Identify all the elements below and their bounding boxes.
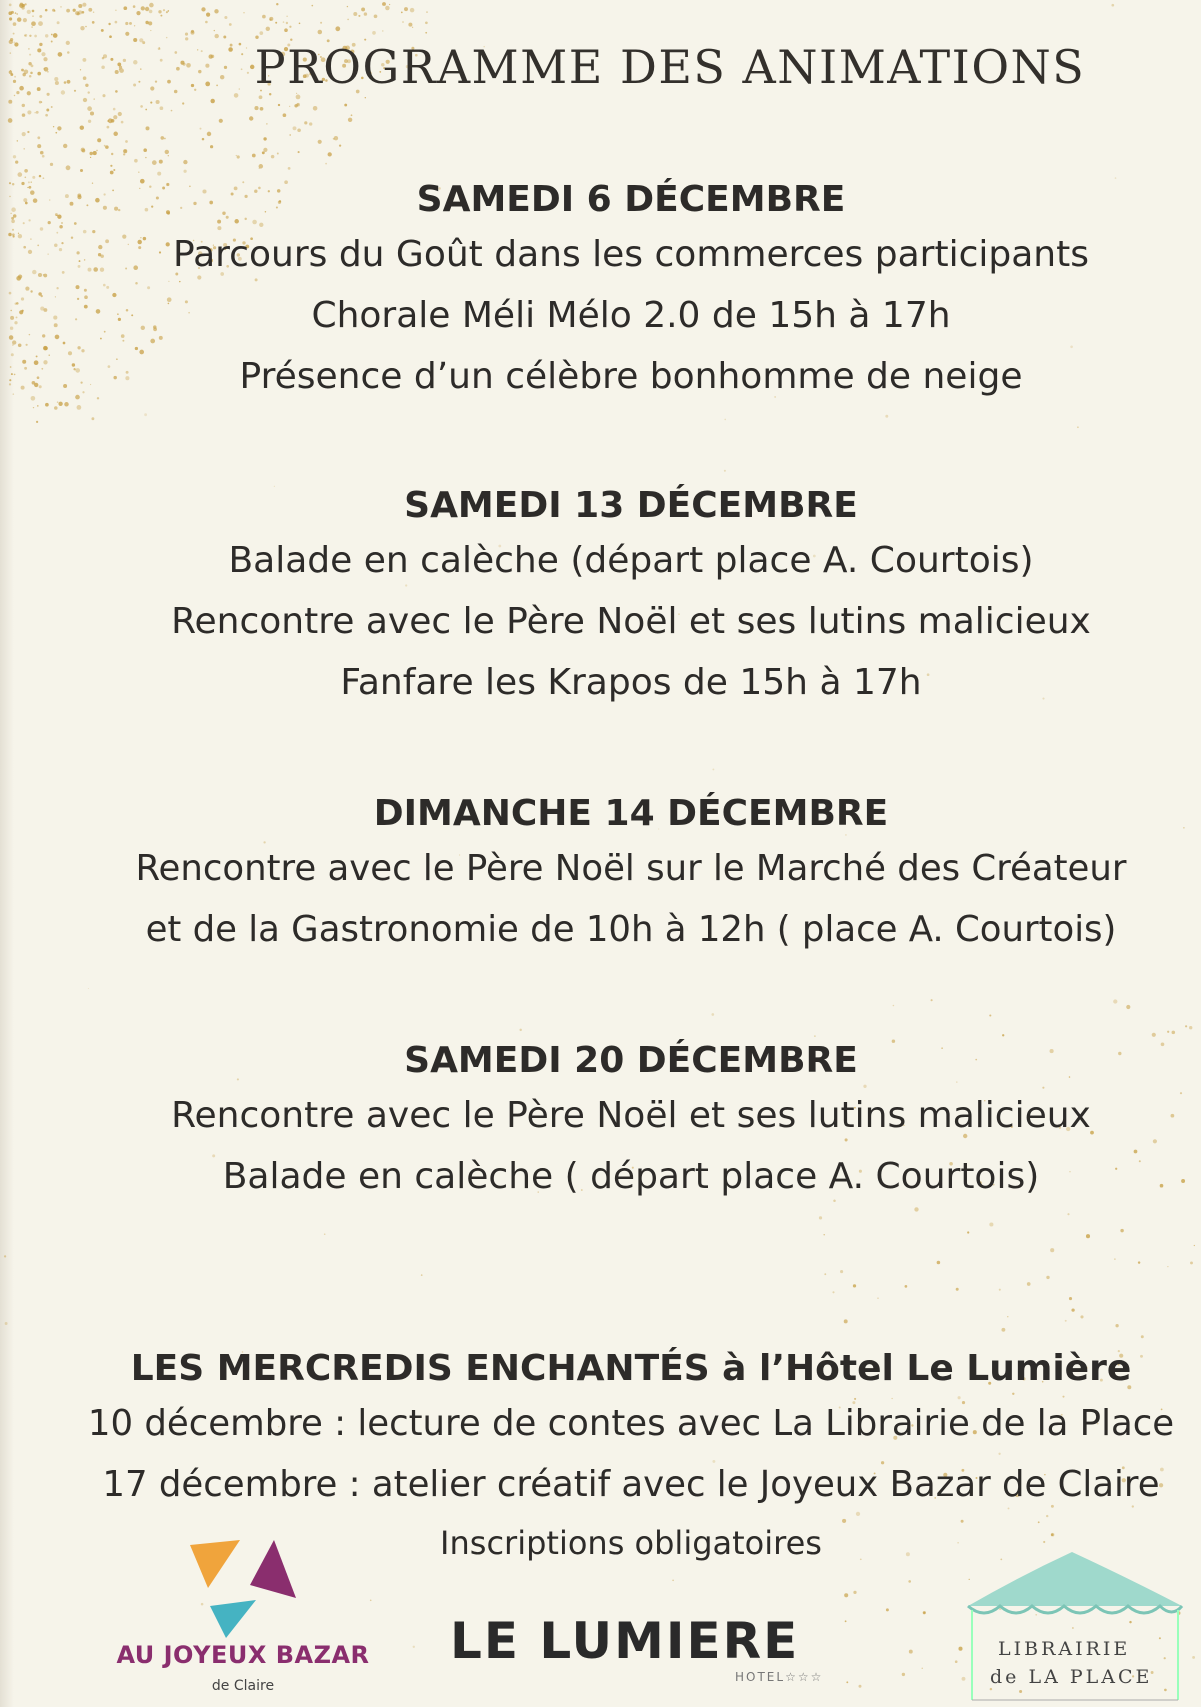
triangles-logo-icon	[108, 1520, 378, 1640]
au-joyeux-bazar-logo	[108, 1520, 378, 1707]
librairie-de-la-place-logo	[960, 1546, 1190, 1702]
section-dec-6	[0, 176, 1201, 407]
section-dec-13	[0, 482, 1201, 713]
event-line: Rencontre avec le Père Noël et ses lutins malicieux	[171, 1095, 1091, 1136]
bazar-name: AU JOYEUX BAZAR	[116, 1641, 370, 1669]
event-line: Chorale Méli Mélo 2.0 de 15h à 17h	[311, 295, 951, 336]
section-heading: SAMEDI 13 DÉCEMBRE	[404, 485, 858, 526]
event-line: Balade en calèche ( départ place A. Courtois)	[222, 1156, 1040, 1197]
le-lumiere-logo	[450, 1612, 850, 1692]
librairie-line2: de LA PLACE	[990, 1666, 1153, 1688]
event-line: Inscriptions obligatoires	[440, 1524, 822, 1562]
lumiere-subtitle: HOTEL☆☆☆	[735, 1670, 824, 1684]
section-dec-14	[0, 790, 1201, 960]
event-line: Présence d’un célèbre bonhomme de neige	[239, 356, 1023, 397]
event-line: Rencontre avec le Père Noël et ses lutins malicieux	[171, 601, 1091, 642]
event-line: 10 décembre : lecture de contes avec La Librairie de la Place	[87, 1403, 1175, 1444]
section-dec-20	[0, 1037, 1201, 1207]
event-line: Fanfare les Krapos de 15h à 17h	[340, 662, 922, 703]
lumiere-name: LE LUMIERE	[450, 1612, 800, 1670]
event-line: Balade en calèche (départ place A. Courtois)	[228, 540, 1034, 581]
section-heading: SAMEDI 20 DÉCEMBRE	[404, 1040, 858, 1081]
event-line: 17 décembre : atelier créatif avec le Joyeux Bazar de Claire	[102, 1464, 1160, 1505]
event-line: et de la Gastronomie de 10h à 12h ( place A. Courtois)	[145, 909, 1117, 950]
section-heading: SAMEDI 6 DÉCEMBRE	[416, 179, 846, 220]
page-title: PROGRAMME DES ANIMATIONS	[254, 40, 1086, 94]
section-heading: DIMANCHE 14 DÉCEMBRE	[373, 793, 889, 834]
section-heading: LES MERCREDIS ENCHANTÉS à l’Hôtel Le Lumière	[130, 1348, 1132, 1389]
bazar-subtitle: de Claire	[211, 1678, 275, 1694]
event-line: Rencontre avec le Père Noël sur le Marché des Créateur	[135, 848, 1127, 889]
librairie-line1: LIBRAIRIE	[998, 1638, 1131, 1660]
event-line: Parcours du Goût dans les commerces participants	[173, 234, 1089, 275]
